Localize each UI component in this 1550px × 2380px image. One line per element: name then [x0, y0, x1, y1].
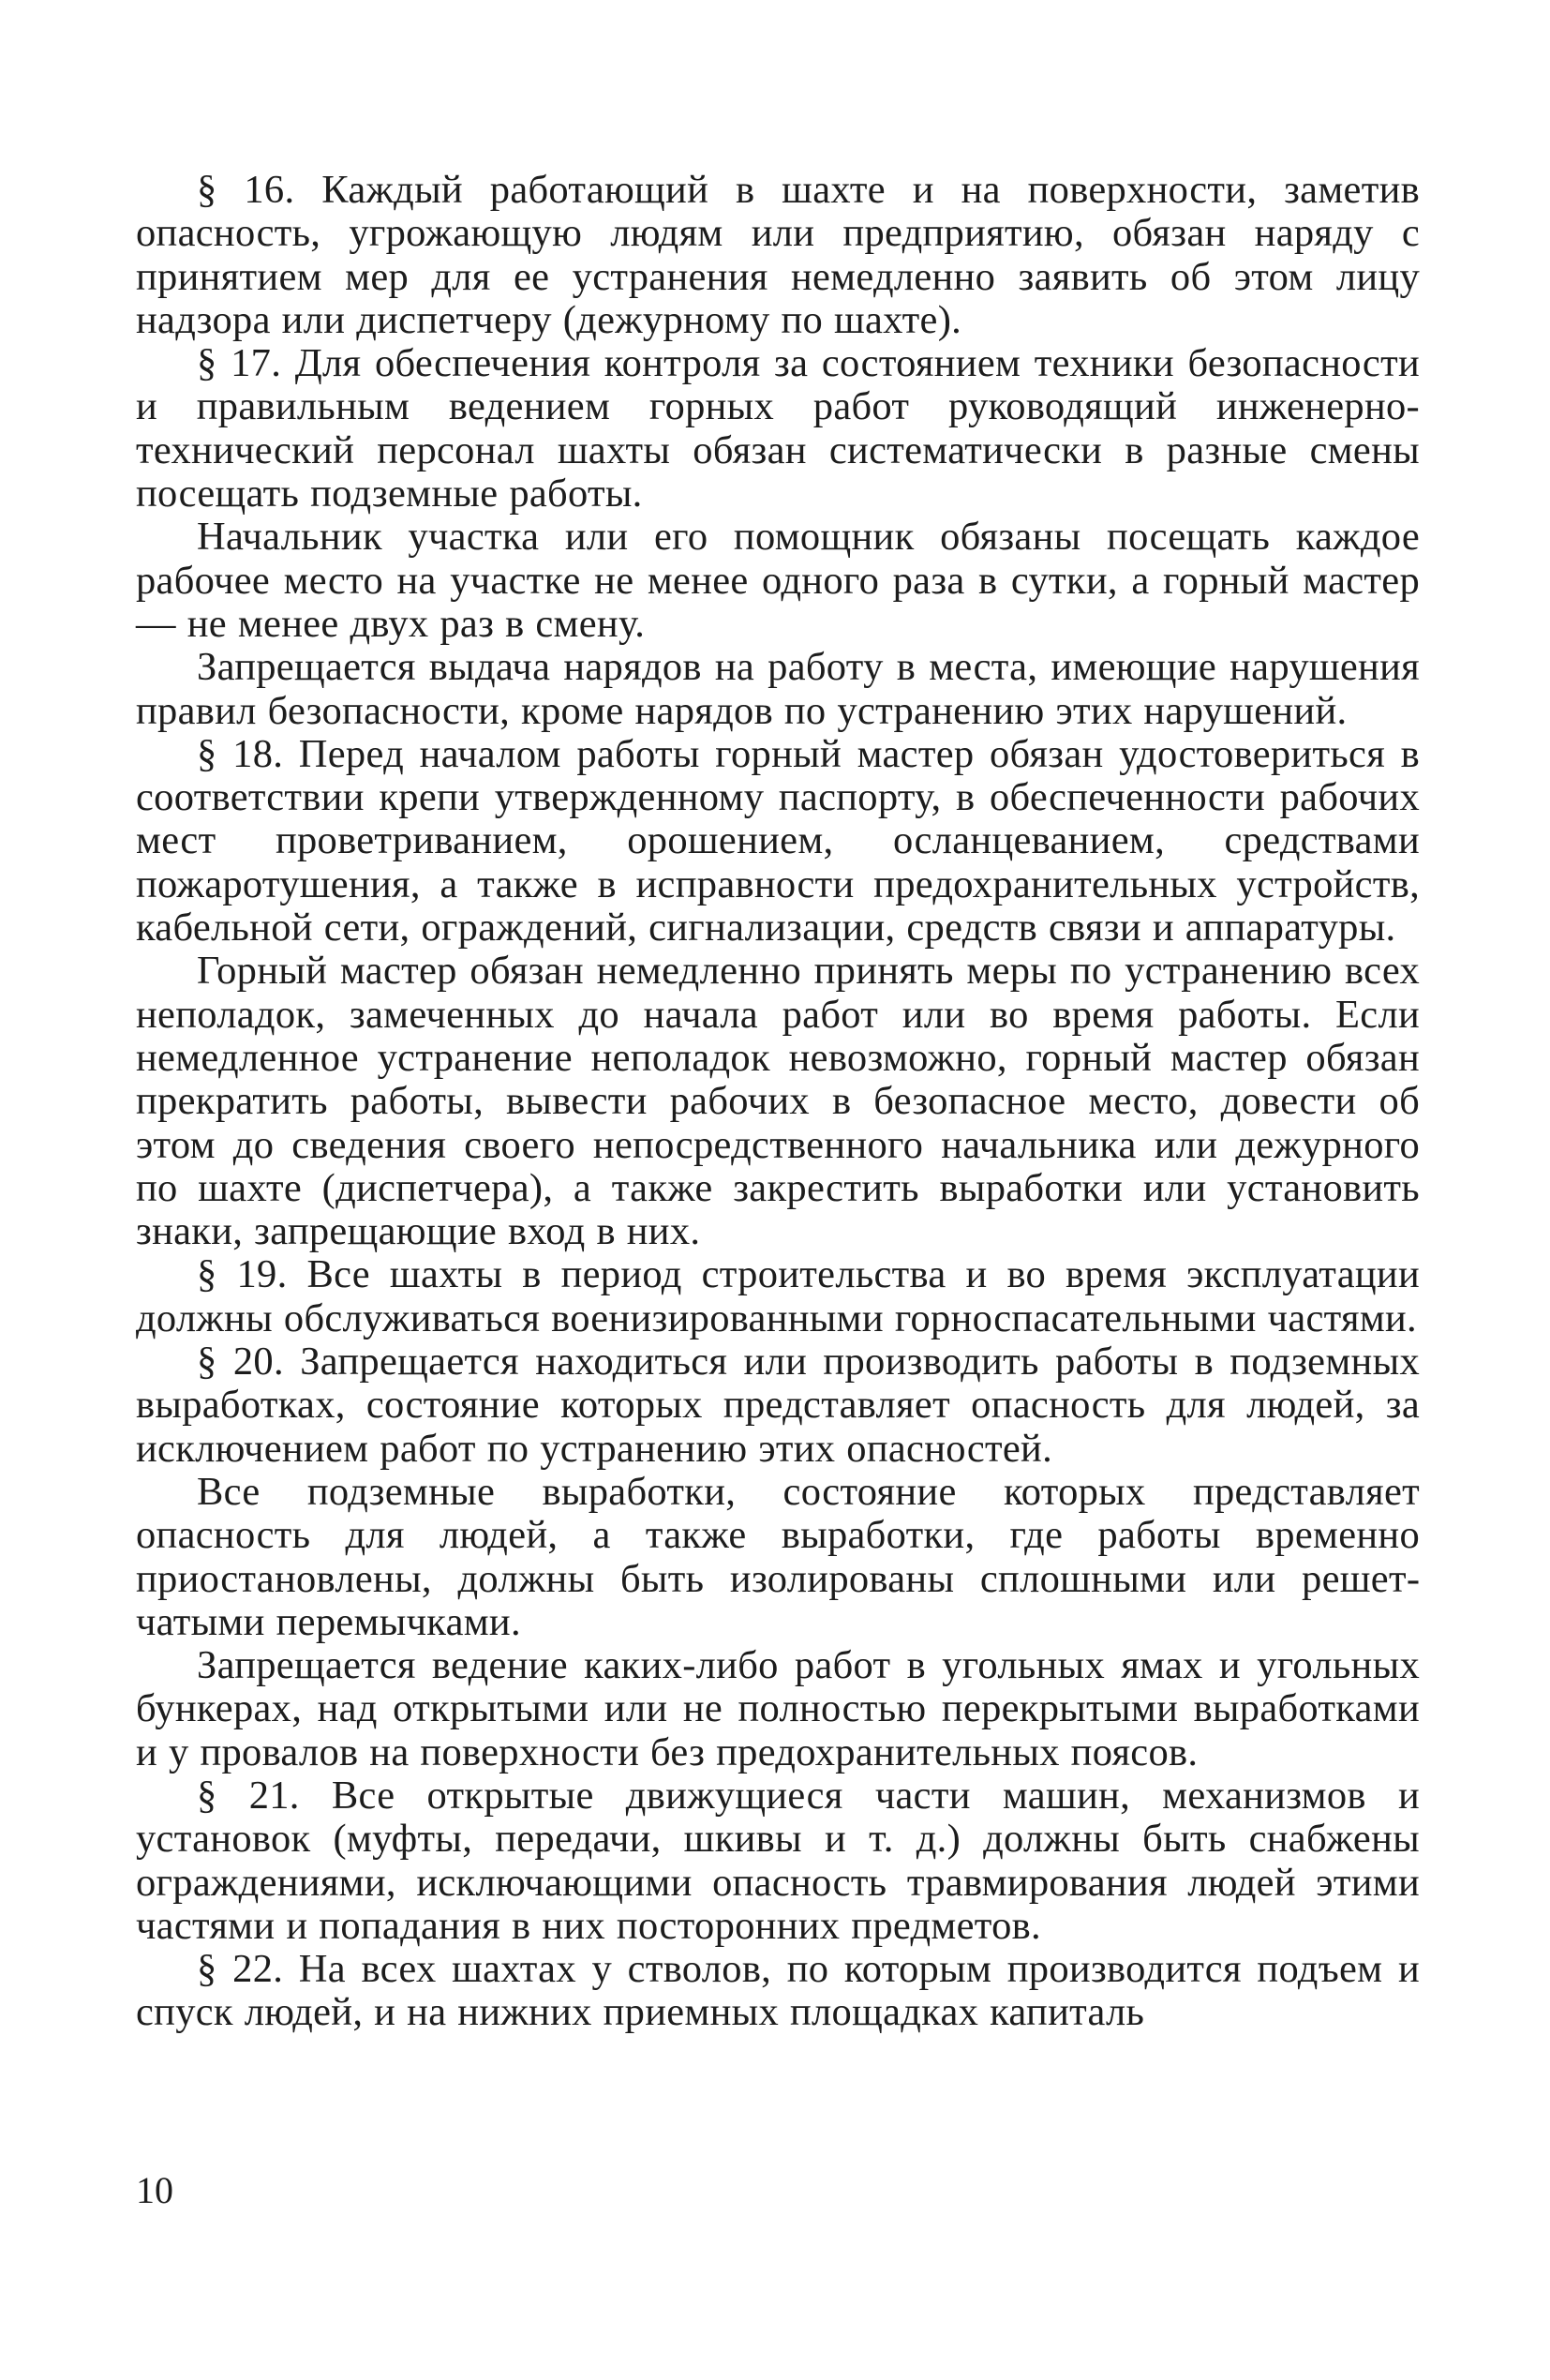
paragraph-21: § 21. Все открытые движущиеся части машин, механизмов и установок (муфты, передачи, шкивы и т. д.) должны быть снабжены ограждениями, исключающими опасность травмирования людей этими частями и попадания в них посторонних предметов.	[136, 1773, 1420, 1948]
paragraph-20-coal-pits: Запрещается ведение каких-либо работ в угольных ямах и угольных бункерах, над открытыми или не полностью перекрытыми выработками и у провалов на поверхности без предохранительных поясов.	[136, 1643, 1420, 1774]
paragraph-19: § 19. Все шахты в период строительства и во время эксплуатации должны обслуживаться военизированными горноспасательными частями.	[136, 1252, 1420, 1340]
paragraph-17-inspection: Начальник участка или его помощник обязаны посещать каждое рабочее место на участке не менее одного раза в сутки, а горный мастер — не менее двух раз в смену.	[136, 515, 1420, 646]
paragraph-17: § 17. Для обеспечения контроля за состоянием техники безопасности и правильным ведением горных работ руководящий инженерно-технический персонал шахты обязан систематически в разные смены посещать подземные работы.	[136, 341, 1420, 516]
paragraph-20-isolation: Все подземные выработки, состояние которых представляет опасность для людей, а также выработки, где работы временно приостановлены, должны быть изолированы сплошными или решетчатыми перемычками.	[136, 1469, 1420, 1644]
paragraph-17-work-orders: Запрещается выдача нарядов на работу в места, имеющие нарушения правил безопасности, кроме нарядов по устранению этих нарушений.	[136, 645, 1420, 733]
paragraph-18: § 18. Перед началом работы горный мастер обязан удостовериться в соответствии крепи утвержденному паспорту, в обеспеченности рабочих мест проветриванием, орошением, осланцеванием, средствами пожаротушения, а также в исправности предохранительных устройств, кабельной сети, ограждений, сигнализации, средств связи и аппаратуры.	[136, 731, 1420, 951]
page-number: 10	[136, 2169, 173, 2211]
paragraph-22: § 22. На всех шахтах у стволов, по которым производится подъем и спуск людей, и на нижних приемных площадках капиталь	[136, 1947, 1420, 2035]
paragraph-16: § 16. Каждый работающий в шахте и на поверхности, заметив опасность, угрожающую людям или предприятию, обязан наряду с принятием мер для ее устранения немедленно заявить об этом лицу надзора или диспетчеру (дежурному по шахте).	[136, 168, 1420, 342]
page-body	[136, 169, 1420, 2035]
paragraph-18-foreman-duties: Горный мастер обязан немедленно принять меры по устранению всех неполадок, замеченных до начала работ или во время работы. Если немедленное устранение неполадок невозможно, горный мастер обязан прекратить работы, вывести рабочих в безопасное место, довести об этом до сведения своего непосредственного начальника или дежурного по шахте (диспетчера), а также закрестить выработки или установить знаки, запрещающие вход в них.	[136, 949, 1420, 1254]
paragraph-20: § 20. Запрещается находиться или производить работы в подземных выработках, состояние которых представляет опасность для людей, за исключением работ по устранению этих опасностей.	[136, 1340, 1420, 1471]
